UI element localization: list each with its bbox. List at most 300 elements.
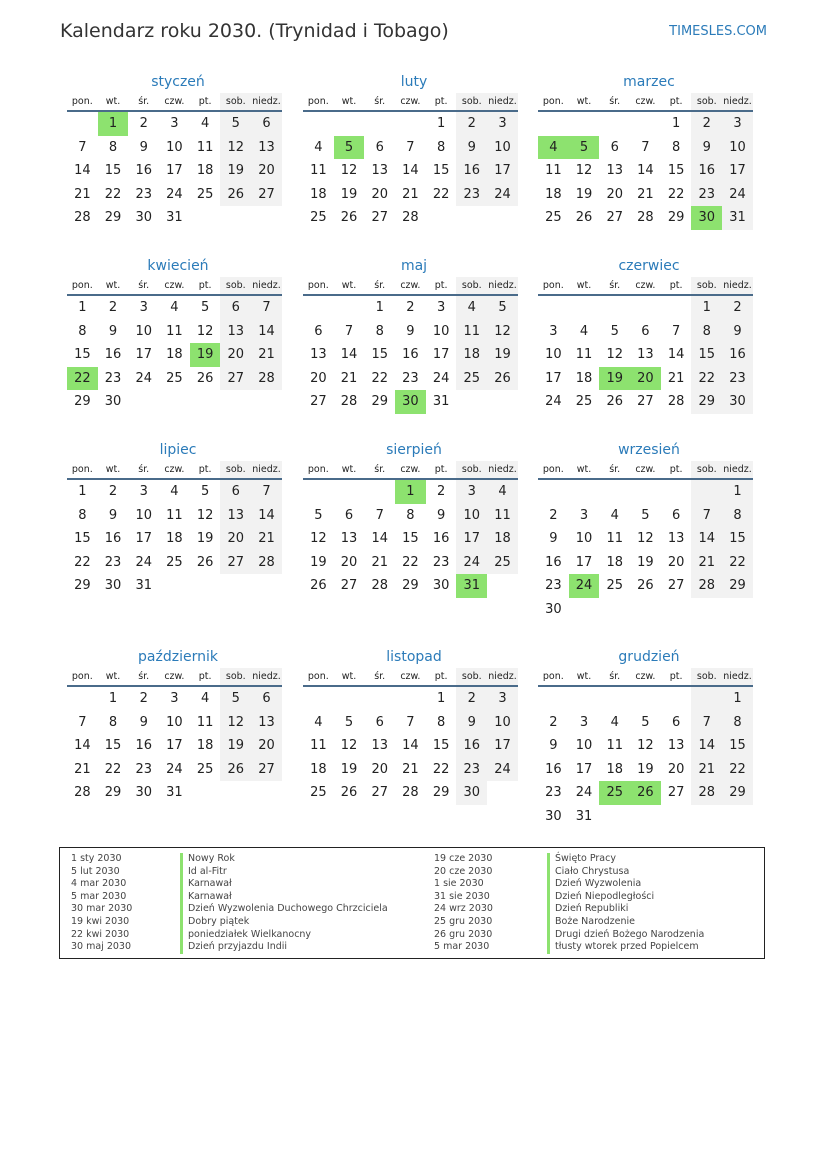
day-cell: 28: [251, 367, 282, 391]
day-cell: 10: [575, 738, 593, 753]
day-cell: 15: [691, 343, 722, 367]
day-cell: 29: [74, 394, 91, 409]
day-cell: 25: [599, 781, 630, 805]
day-cell: 8: [78, 323, 87, 339]
day-cell: 16: [104, 347, 122, 362]
day-cell: 16: [135, 163, 152, 178]
day-cell: 3: [170, 691, 179, 706]
empty-cell: [569, 480, 600, 504]
empty-cell: [722, 598, 753, 622]
day-cell: 15: [104, 738, 122, 753]
empty-cell: [599, 598, 630, 622]
day-cell: 14: [691, 527, 722, 551]
empty-cell: [538, 480, 569, 504]
day-cell: 3: [170, 116, 179, 131]
day-cell: 4: [610, 507, 619, 523]
day-cell: 14: [251, 504, 282, 528]
legend-date: 26 gru 2030: [434, 928, 493, 940]
day-cell: 14: [667, 347, 685, 362]
day-cell: 1: [671, 116, 681, 131]
day-cell: 23: [104, 370, 122, 386]
legend-date: 24 wrz 2030: [434, 903, 493, 915]
empty-cell: [190, 206, 221, 230]
day-cell: 13: [251, 136, 282, 160]
day-cell: 20: [251, 159, 282, 183]
empty-cell: [364, 480, 395, 504]
weekday-header: wt.: [98, 668, 129, 687]
day-cell: 12: [340, 163, 358, 178]
day-cell: 5: [200, 300, 210, 315]
day-cell: 22: [371, 370, 388, 386]
day-cell: 18: [575, 370, 593, 386]
day-cell: 27: [220, 551, 251, 575]
empty-cell: [569, 598, 600, 622]
empty-cell: [426, 206, 457, 230]
day-cell: 20: [630, 367, 661, 391]
day-cell: 4: [314, 139, 323, 155]
day-cell: 10: [575, 531, 593, 546]
empty-cell: [691, 480, 722, 504]
day-cell: 31: [166, 210, 183, 225]
day-cell: 20: [310, 370, 327, 386]
day-cell: 13: [667, 531, 685, 546]
day-cell: 20: [340, 554, 358, 570]
day-cell: 11: [487, 504, 518, 528]
day-cell: 3: [139, 484, 148, 499]
month-block: [303, 71, 525, 230]
weekday-header: śr.: [128, 668, 159, 687]
weekday-header: wt.: [569, 461, 600, 480]
day-cell: 20: [220, 527, 251, 551]
day-cell: 26: [340, 210, 358, 225]
day-cell: 19: [220, 159, 251, 183]
weekday-header: niedz.: [487, 461, 518, 480]
day-cell: 2: [139, 691, 148, 706]
day-cell: 1: [395, 480, 426, 504]
legend-holiday-name: Ciało Chrystusa: [547, 866, 704, 879]
day-cell: 9: [108, 323, 118, 339]
day-cell: 5: [610, 323, 619, 339]
month-name: luty: [400, 74, 428, 90]
weekday-header: pon.: [67, 93, 98, 112]
day-cell: 29: [74, 578, 91, 593]
brand-link[interactable]: TIMESLES.COM: [669, 24, 767, 39]
day-cell: 31: [135, 578, 152, 593]
day-cell: 1: [436, 116, 446, 131]
weekday-header: niedz.: [487, 93, 518, 112]
legend-date: 30 maj 2030: [71, 941, 132, 953]
month-name: listopad: [386, 649, 442, 665]
empty-cell: [661, 687, 692, 711]
empty-cell: [220, 781, 251, 805]
empty-cell: [303, 687, 334, 711]
day-cell: 20: [251, 734, 282, 758]
day-cell: 17: [487, 159, 518, 183]
day-cell: 12: [637, 531, 654, 546]
day-cell: 10: [487, 136, 518, 160]
day-cell: 13: [251, 711, 282, 735]
day-cell: 2: [108, 484, 118, 499]
day-cell: 10: [135, 507, 152, 523]
day-cell: 18: [310, 186, 327, 202]
weekday-header: sob.: [456, 93, 487, 112]
day-cell: 22: [74, 554, 91, 570]
day-cell: 9: [139, 714, 148, 730]
weekday-header: pt.: [426, 93, 457, 112]
day-cell: 28: [691, 574, 722, 598]
day-cell: 10: [166, 139, 183, 155]
day-cell: 26: [637, 578, 654, 593]
day-cell: 5: [200, 484, 210, 499]
day-cell: 30: [104, 394, 122, 409]
legend-holiday-name: Dzień Niepodległości: [547, 891, 704, 904]
empty-cell: [303, 480, 334, 504]
day-cell: 16: [432, 531, 450, 546]
day-cell: 18: [166, 531, 183, 546]
empty-cell: [630, 296, 661, 320]
weekday-header: śr.: [364, 461, 395, 480]
weekday-header: pon.: [67, 461, 98, 480]
day-cell: 19: [340, 186, 358, 202]
month-block: [303, 646, 525, 805]
weekday-header: niedz.: [251, 277, 282, 296]
day-cell: 5: [334, 136, 365, 160]
empty-cell: [128, 390, 159, 414]
weekday-header: pon.: [303, 668, 334, 687]
day-cell: 14: [637, 163, 654, 178]
day-cell: 8: [78, 507, 87, 523]
legend-holiday-name: Id al-Fitr: [180, 866, 388, 879]
day-cell: 12: [196, 323, 214, 339]
day-cell: 17: [575, 761, 593, 777]
day-cell: 28: [667, 394, 685, 409]
day-cell: 13: [606, 163, 623, 178]
day-cell: 12: [310, 531, 327, 546]
day-cell: 26: [220, 758, 251, 782]
day-cell: 12: [220, 136, 251, 160]
day-cell: 9: [691, 136, 722, 160]
empty-cell: [691, 687, 722, 711]
day-cell: 1: [108, 691, 118, 706]
day-cell: 21: [691, 758, 722, 782]
day-cell: 19: [637, 554, 654, 570]
legend-date: 1 sty 2030: [71, 853, 122, 864]
day-cell: 11: [166, 507, 183, 523]
weekday-header: czw.: [395, 93, 426, 112]
day-cell: 19: [487, 343, 518, 367]
day-cell: 9: [108, 507, 118, 523]
day-cell: 6: [220, 480, 251, 504]
day-cell: 12: [606, 347, 623, 362]
month-grid: [67, 93, 289, 230]
day-cell: 28: [637, 210, 654, 225]
legend-date: 4 mar 2030: [71, 878, 127, 890]
day-cell: 1: [78, 484, 87, 499]
weekday-header: sob.: [456, 461, 487, 480]
day-cell: 4: [487, 480, 518, 504]
day-cell: 23: [402, 370, 419, 386]
empty-cell: [67, 112, 98, 136]
day-cell: 28: [402, 785, 419, 800]
empty-cell: [220, 390, 251, 414]
day-cell: 5: [641, 714, 650, 730]
empty-cell: [630, 480, 661, 504]
empty-cell: [364, 112, 395, 136]
empty-cell: [364, 687, 395, 711]
day-cell: 11: [310, 163, 327, 178]
legend-left-names: [180, 853, 388, 954]
empty-cell: [251, 390, 282, 414]
day-cell: 13: [637, 347, 654, 362]
day-cell: 16: [402, 347, 419, 362]
empty-cell: [722, 805, 753, 829]
empty-cell: [487, 574, 518, 598]
weekday-header: śr.: [364, 93, 395, 112]
day-cell: 9: [436, 507, 446, 523]
weekday-header: pon.: [538, 93, 569, 112]
day-cell: 8: [436, 714, 446, 730]
empty-cell: [661, 480, 692, 504]
day-cell: 1: [722, 687, 753, 711]
day-cell: 23: [456, 183, 487, 207]
empty-cell: [691, 805, 722, 829]
empty-cell: [569, 112, 600, 136]
month-block: [67, 439, 289, 598]
day-cell: 19: [196, 531, 214, 546]
month-block: [538, 71, 760, 230]
month-block: [538, 255, 760, 414]
legend-date: 5 mar 2030: [71, 890, 127, 902]
empty-cell: [599, 805, 630, 829]
day-cell: 21: [667, 370, 685, 386]
day-cell: 28: [251, 551, 282, 575]
weekday-header: śr.: [128, 461, 159, 480]
day-cell: 15: [432, 738, 450, 753]
day-cell: 22: [722, 758, 753, 782]
legend-holiday-name: poniedziałek Wielkanocny: [180, 929, 388, 942]
day-cell: 7: [375, 507, 384, 523]
day-cell: 25: [310, 210, 327, 225]
weekday-header: pon.: [538, 461, 569, 480]
day-cell: 15: [402, 531, 419, 546]
day-cell: 25: [166, 554, 183, 570]
legend-date: 20 cze 2030: [434, 865, 493, 877]
day-cell: 18: [606, 761, 623, 777]
empty-cell: [456, 390, 487, 414]
day-cell: 13: [340, 531, 358, 546]
day-cell: 29: [104, 210, 122, 225]
legend-holiday-name: tłusty wtorek przed Popielcem: [547, 941, 704, 954]
day-cell: 26: [220, 183, 251, 207]
day-cell: 23: [432, 554, 450, 570]
day-cell: 9: [549, 738, 558, 753]
day-cell: 22: [67, 367, 98, 391]
legend-date: 30 mar 2030: [71, 903, 133, 915]
weekday-header: niedz.: [487, 277, 518, 296]
day-cell: 7: [78, 714, 87, 730]
day-cell: 18: [166, 347, 183, 362]
empty-cell: [67, 687, 98, 711]
weekday-header: sob.: [691, 668, 722, 687]
day-cell: 17: [135, 531, 152, 546]
weekday-header: wt.: [569, 93, 600, 112]
month-block: [303, 439, 525, 598]
day-cell: 20: [220, 343, 251, 367]
day-cell: 2: [456, 687, 487, 711]
day-cell: 15: [432, 163, 450, 178]
day-cell: 7: [251, 480, 282, 504]
day-cell: 5: [641, 507, 650, 523]
day-cell: 15: [722, 527, 753, 551]
day-cell: 26: [575, 210, 593, 225]
day-cell: 10: [545, 347, 562, 362]
month-grid: [303, 277, 525, 414]
day-cell: 18: [456, 343, 487, 367]
weekday-header: pt.: [426, 277, 457, 296]
legend-right-names: [547, 853, 704, 954]
day-cell: 15: [722, 734, 753, 758]
day-cell: 4: [579, 323, 589, 339]
day-cell: 15: [74, 531, 91, 546]
weekday-header: pon.: [303, 461, 334, 480]
day-cell: 27: [637, 394, 654, 409]
month-name: wrzesień: [618, 442, 680, 458]
day-cell: 25: [166, 370, 183, 386]
day-cell: 23: [456, 758, 487, 782]
day-cell: 30: [395, 390, 426, 414]
day-cell: 28: [74, 785, 91, 800]
day-cell: 27: [371, 785, 388, 800]
day-cell: 14: [74, 738, 91, 753]
day-cell: 2: [436, 484, 446, 499]
empty-cell: [395, 687, 426, 711]
day-cell: 4: [200, 691, 210, 706]
day-cell: 6: [251, 112, 282, 136]
weekday-header: sob.: [220, 461, 251, 480]
empty-cell: [456, 206, 487, 230]
day-cell: 1: [78, 300, 87, 315]
weekday-header: sob.: [691, 93, 722, 112]
empty-cell: [569, 296, 600, 320]
weekday-header: wt.: [334, 668, 365, 687]
month-grid: [303, 461, 525, 598]
day-cell: 14: [251, 320, 282, 344]
weekday-header: niedz.: [251, 461, 282, 480]
day-cell: 17: [135, 347, 152, 362]
weekday-header: wt.: [569, 277, 600, 296]
day-cell: 24: [456, 551, 487, 575]
month-name: sierpień: [386, 442, 442, 458]
weekday-header: czw.: [395, 461, 426, 480]
weekday-header: pt.: [190, 277, 221, 296]
empty-cell: [569, 687, 600, 711]
day-cell: 11: [606, 738, 623, 753]
day-cell: 30: [456, 781, 487, 805]
day-cell: 5: [344, 714, 354, 730]
day-cell: 27: [310, 394, 327, 409]
day-cell: 3: [487, 112, 518, 136]
empty-cell: [190, 781, 221, 805]
day-cell: 7: [344, 323, 354, 339]
day-cell: 24: [135, 554, 152, 570]
day-cell: 15: [667, 163, 685, 178]
empty-cell: [691, 598, 722, 622]
day-cell: 16: [545, 761, 562, 777]
weekday-header: niedz.: [722, 668, 753, 687]
empty-cell: [159, 574, 190, 598]
weekday-header: sob.: [220, 277, 251, 296]
empty-cell: [487, 390, 518, 414]
day-cell: 16: [456, 159, 487, 183]
day-cell: 22: [691, 367, 722, 391]
day-cell: 11: [196, 714, 214, 730]
day-cell: 13: [220, 320, 251, 344]
empty-cell: [630, 598, 661, 622]
day-cell: 7: [641, 139, 650, 155]
legend-holiday-name: Nowy Rok: [180, 853, 388, 866]
day-cell: 21: [402, 186, 419, 202]
day-cell: 9: [456, 711, 487, 735]
day-cell: 20: [371, 761, 388, 777]
weekday-header: niedz.: [722, 461, 753, 480]
legend-holiday-name: Dzień przyjazdu Indii: [180, 941, 388, 954]
legend-right-dates: [434, 853, 493, 954]
weekday-header: wt.: [98, 93, 129, 112]
month-name: marzec: [623, 74, 675, 90]
day-cell: 26: [606, 394, 623, 409]
empty-cell: [220, 206, 251, 230]
day-cell: 17: [432, 347, 450, 362]
day-cell: 17: [575, 554, 593, 570]
day-cell: 23: [545, 785, 562, 800]
day-cell: 17: [166, 163, 183, 178]
weekday-header: sob.: [691, 277, 722, 296]
legend-left-dates: [71, 853, 132, 954]
day-cell: 12: [487, 320, 518, 344]
day-cell: 7: [691, 504, 722, 528]
day-cell: 6: [344, 507, 354, 523]
month-name: październik: [138, 649, 218, 665]
day-cell: 29: [722, 574, 753, 598]
day-cell: 19: [637, 761, 654, 777]
day-cell: 1: [375, 300, 384, 315]
month-name: czerwiec: [618, 258, 680, 274]
weekday-header: pt.: [190, 93, 221, 112]
legend-holiday-name: Drugi dzień Bożego Narodzenia: [547, 929, 704, 942]
day-cell: 23: [691, 183, 722, 207]
day-cell: 5: [487, 296, 518, 320]
weekday-header: czw.: [159, 668, 190, 687]
day-cell: 21: [251, 527, 282, 551]
weekday-header: śr.: [364, 277, 395, 296]
day-cell: 29: [722, 781, 753, 805]
day-cell: 17: [545, 370, 562, 386]
day-cell: 16: [545, 554, 562, 570]
day-cell: 20: [606, 186, 623, 202]
weekday-header: śr.: [599, 461, 630, 480]
empty-cell: [661, 296, 692, 320]
day-cell: 24: [575, 785, 593, 800]
weekday-header: pon.: [303, 277, 334, 296]
day-cell: 23: [104, 554, 122, 570]
day-cell: 25: [456, 367, 487, 391]
day-cell: 11: [575, 347, 593, 362]
day-cell: 11: [545, 163, 562, 178]
day-cell: 9: [549, 531, 558, 546]
day-cell: 8: [722, 711, 753, 735]
day-cell: 30: [135, 785, 152, 800]
legend-holiday-name: Karnawał: [180, 878, 388, 891]
